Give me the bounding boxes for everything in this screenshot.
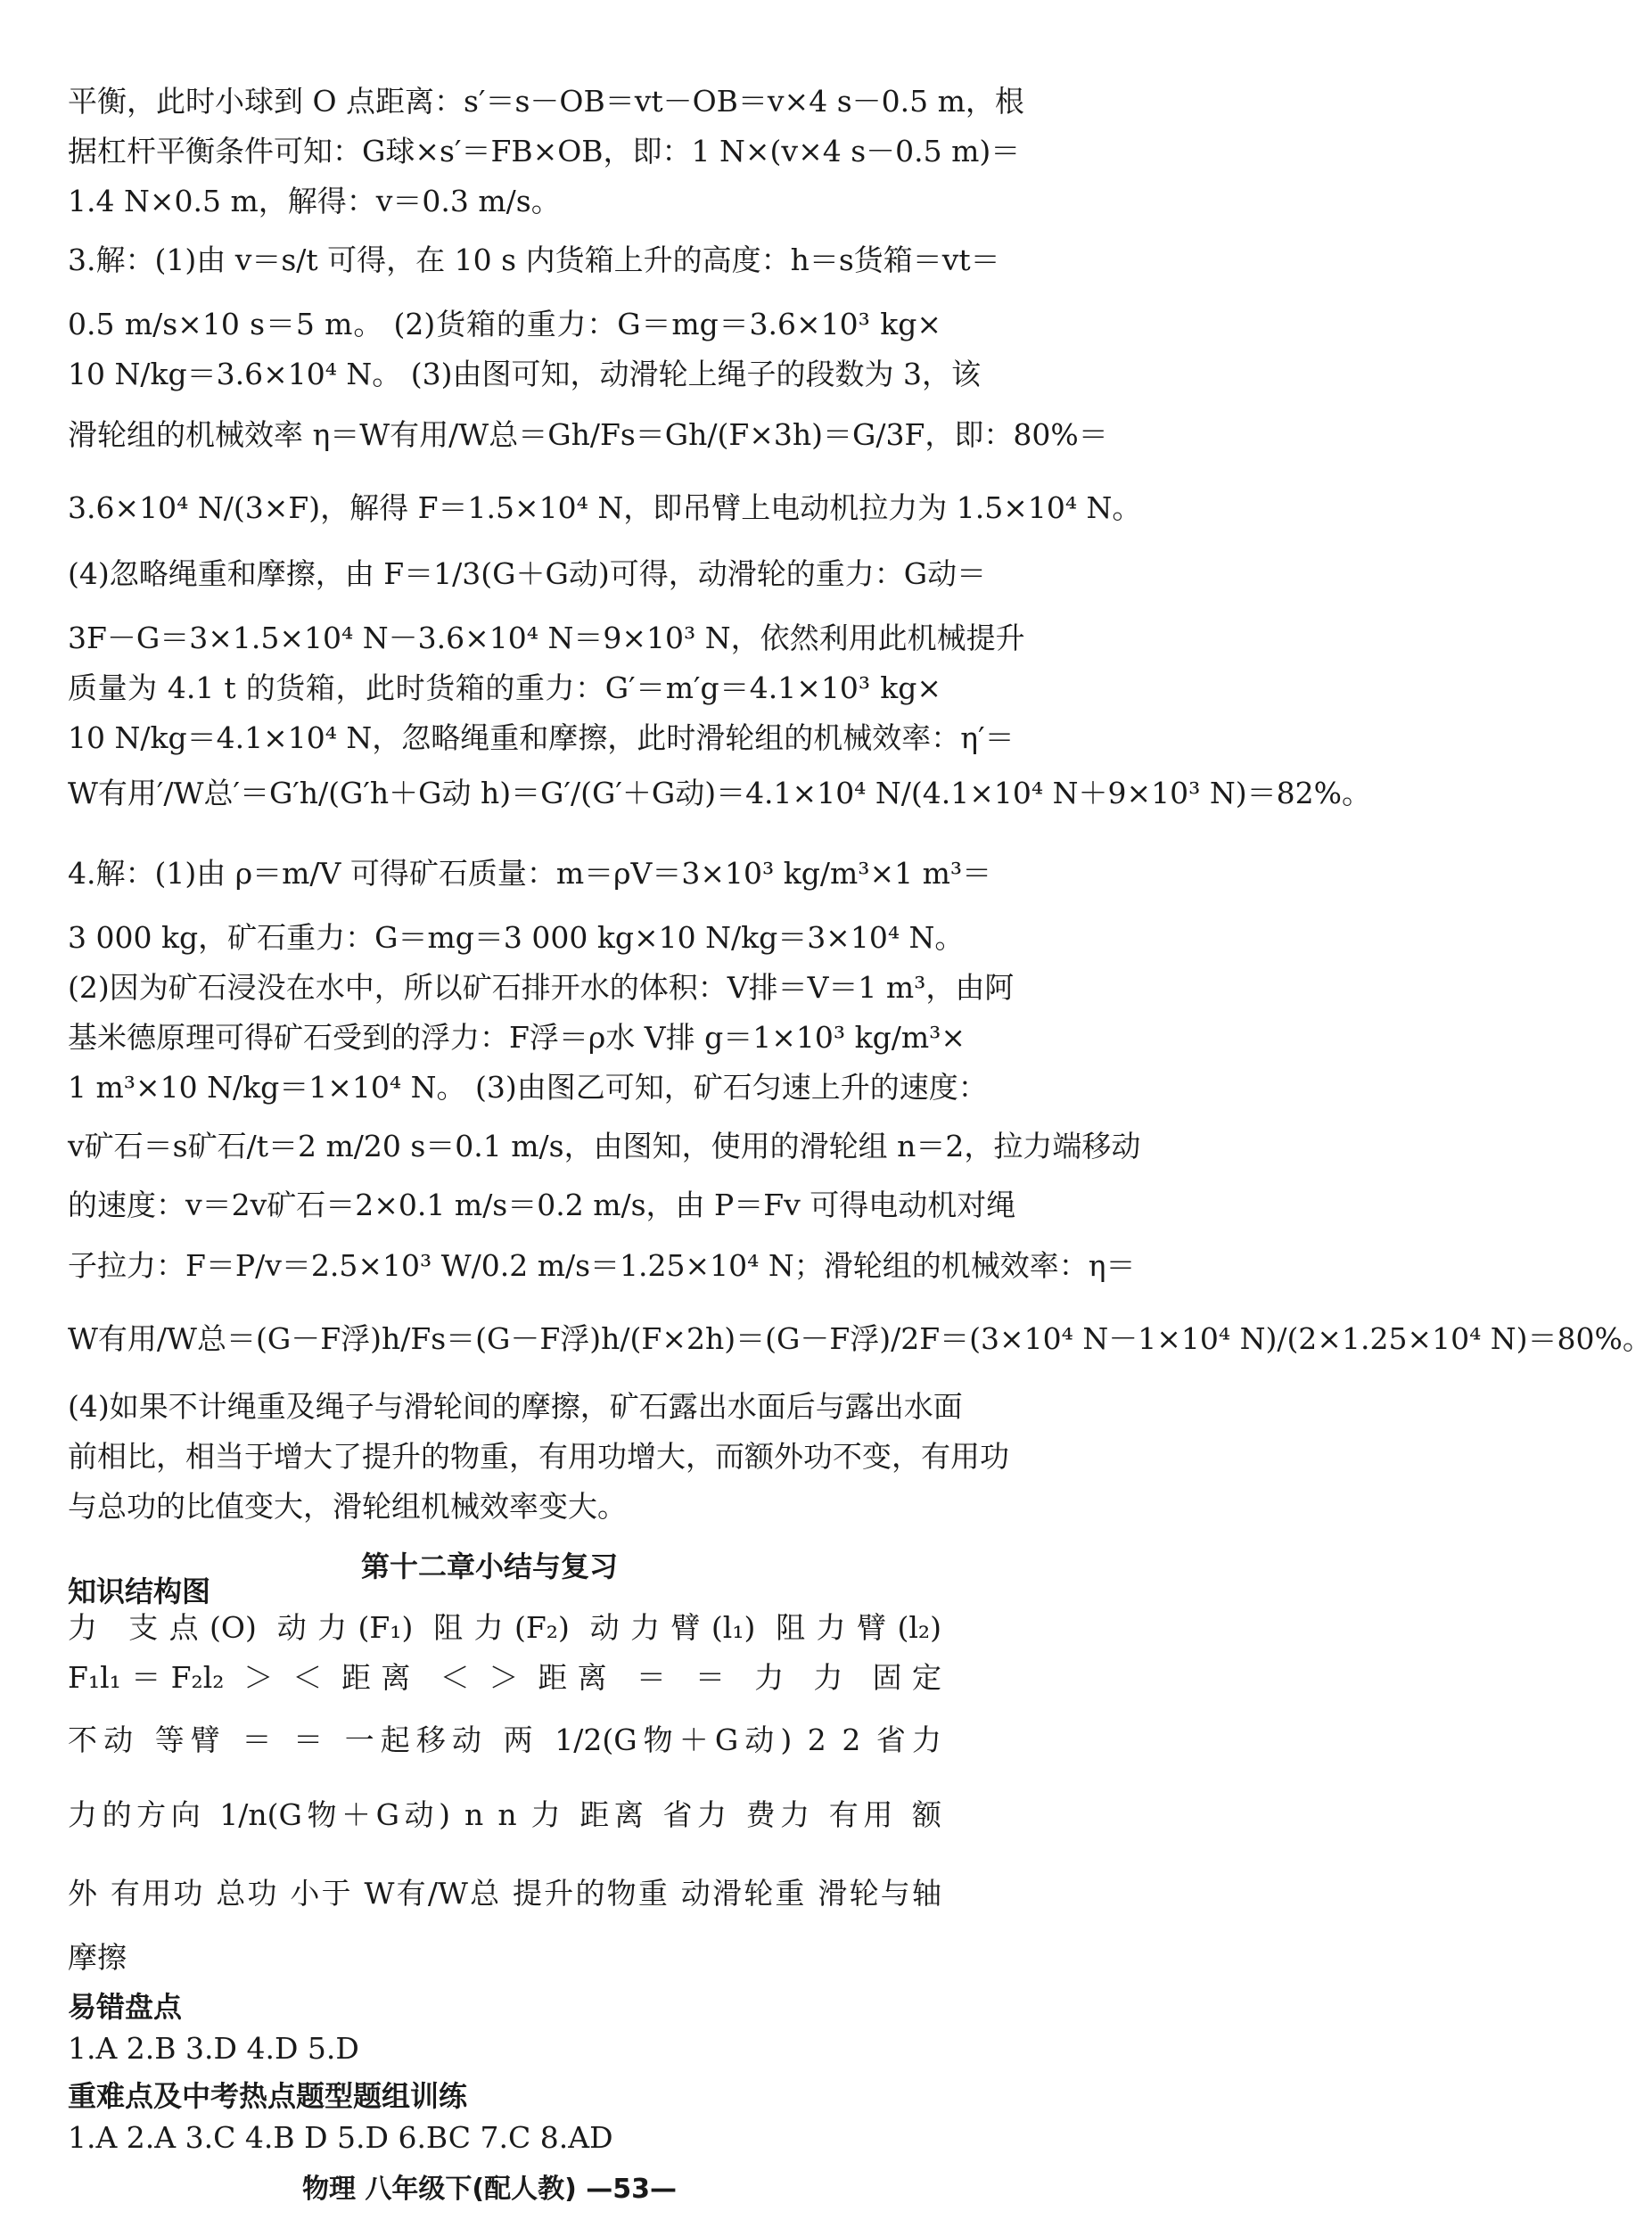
text-line: 据杠杆平衡条件可知：G球×s′＝FB×OB，即：1 N×(v×4 s－0.5 m)＝	[68, 134, 1021, 169]
text-line: 3.6×10⁴ N/(3×F)，解得 F＝1.5×10⁴ N，即吊臂上电动机拉力为 1.5×10⁴ N。	[68, 490, 1142, 525]
text-line: 子拉力：F＝P/v＝2.5×10³ W/0.2 m/s＝1.25×10⁴ N；滑轮组的机械效率：η＝	[68, 1248, 1136, 1283]
text-line: 质量为 4.1 t 的货箱，此时货箱的重力：G′＝m′g＝4.1×10³ kg×	[68, 670, 941, 705]
text-line: 的速度：v＝2v矿石＝2×0.1 m/s＝0.2 m/s，由 P＝Fv 可得电动机对绳	[68, 1188, 1016, 1222]
text-line: 滑轮组的机械效率 η＝W有用/W总＝Gh/Fs＝Gh/(F×3h)＝G/3F，即：80%＝	[68, 417, 1108, 452]
text-line: (2)因为矿石浸没在水中，所以矿石排开水的体积：V排＝V＝1 m³，由阿	[68, 970, 1015, 1005]
text-line: v矿石＝s矿石/t＝2 m/20 s＝0.1 m/s，由图知，使用的滑轮组 n＝2，拉力端移动	[68, 1129, 1141, 1163]
text-line: 3 000 kg，矿石重力：G＝mg＝3 000 kg×10 N/kg＝3×10⁴ N。	[68, 920, 965, 955]
answer-line: 1.A 2.B 3.D 4.D 5.D	[68, 2031, 359, 2066]
text-line: 平衡，此时小球到 O 点距离：s′＝s－OB＝vt－OB＝v×4 s－0.5 m，根	[68, 84, 1024, 119]
text-line: 力的方向 1/n(G物＋G动) n n 力 距离 省力 费力 有用 额	[68, 1797, 941, 1832]
text-line: 10 N/kg＝3.6×10⁴ N。 (3)由图可知，动滑轮上绳子的段数为 3，该	[68, 357, 982, 391]
heading-knowledge-structure: 知识结构图	[68, 1574, 211, 1608]
text-line: 与总功的比值变大，滑轮组机械效率变大。	[68, 1489, 627, 1524]
text-line: 10 N/kg＝4.1×10⁴ N，忽略绳重和摩擦，此时滑轮组的机械效率：η′＝	[68, 720, 1015, 755]
text-line: (4)忽略绳重和摩擦，由 F＝1/3(G＋G动)可得，动滑轮的重力：G动＝	[68, 556, 987, 591]
section-title: 第十二章小结与复习	[360, 1550, 618, 1583]
text-line: W有用′/W总′＝G′h/(G′h＋G动 h)＝G′/(G′＋G动)＝4.1×10⁴ N/(4.1×10⁴ N＋9×10³ N)＝82%。	[68, 776, 1371, 810]
text-line: 3.解：(1)由 v＝s/t 可得，在 10 s 内货箱上升的高度：h＝s货箱＝vt＝	[68, 243, 1000, 277]
text-line: 3F－G＝3×1.5×10⁴ N－3.6×10⁴ N＝9×10³ N，依然利用此机械提升	[68, 621, 1025, 655]
heading-common-mistakes: 易错盘点	[68, 1990, 183, 2024]
text-line: 1 m³×10 N/kg＝1×10⁴ N。 (3)由图乙可知，矿石匀速上升的速度：	[68, 1070, 988, 1105]
text-line: F₁l₁＝F₂l₂ ＞ ＜ 距离 ＜ ＞ 距离 ＝ ＝ 力 力 固定	[68, 1660, 941, 1695]
text-line: 前相比，相当于增大了提升的物重，有用功增大，而额外功不变，有用功	[68, 1439, 1009, 1474]
text-line: W有用/W总＝(G－F浮)h/Fs＝(G－F浮)h/(F×2h)＝(G－F浮)/2F＝(3×10⁴ N－1×10⁴ N)/(2×1.25×10⁴ N)＝80%。	[68, 1321, 1652, 1356]
text-line: 外 有用功 总功 小于 W有/W总 提升的物重 动滑轮重 滑轮与轴	[68, 1876, 941, 1911]
heading-key-training: 重难点及中考热点题型题组训练	[68, 2079, 468, 2113]
answer-line: 1.A 2.A 3.C 4.B D 5.D 6.BC 7.C 8.AD	[68, 2120, 613, 2155]
text-line: 不动 等臂 ＝ ＝ 一起移动 两 1/2(G物＋G动) 2 2 省力	[68, 1722, 941, 1757]
text-line: 摩擦	[68, 1940, 127, 1975]
text-line: (4)如果不计绳重及绳子与滑轮间的摩擦，矿石露出水面后与露出水面	[68, 1389, 963, 1424]
text-line: 力 支点(O) 动力(F₁) 阻力(F₂) 动力臂(l₁) 阻力臂(l₂)	[68, 1610, 941, 1645]
page-footer: 物理 八年级下(配人教) —53—	[301, 2174, 678, 2205]
text-line: 基米德原理可得矿石受到的浮力：F浮＝ρ水 V排 g＝1×10³ kg/m³×	[68, 1020, 966, 1055]
text-line: 4.解：(1)由 ρ＝m/V 可得矿石质量：m＝ρV＝3×10³ kg/m³×1 m³＝	[68, 856, 992, 891]
text-line: 0.5 m/s×10 s＝5 m。 (2)货箱的重力：G＝mg＝3.6×10³ kg×	[68, 307, 941, 341]
text-line: 1.4 N×0.5 m，解得：v＝0.3 m/s。	[68, 184, 561, 218]
